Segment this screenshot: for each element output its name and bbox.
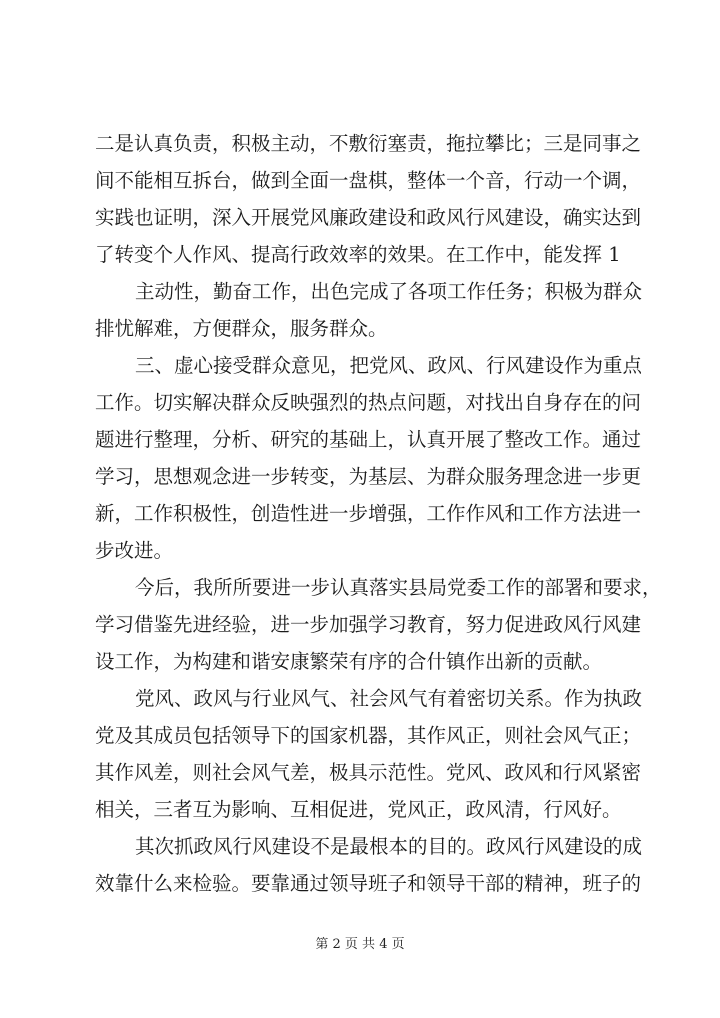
paragraph [95, 828, 643, 902]
text-line: 排忧解难，方便群众，服务群众。 [95, 317, 388, 340]
page-number: 第 2 页 共 4 页 [315, 937, 405, 952]
text-line: 二是认真负责，积极主动，不敷衍塞责，拖拉攀比；三是同事之 [95, 132, 642, 155]
text-line: 今后，我所所要进一步认真落实县局党委工作的部署和要求， [135, 576, 662, 599]
paragraph [95, 569, 662, 680]
text-line: 其作风差，则社会风气差，极具示范性。党风、政风和行风紧密 [95, 761, 642, 784]
paragraph [95, 273, 643, 347]
text-line: 间不能相互拆台，做到全面一盘棋，整体一个音，行动一个调， [95, 169, 642, 192]
text-line: 题进行整理，分析、研究的基础上，认真开展了整改工作。通过 [95, 428, 642, 451]
text-line: 实践也证明，深入开展党风廉政建设和政风行风建设，确实达到 [95, 206, 642, 229]
text-line: 三、虚心接受群众意见，把党风、政风、行风建设作为重点 [135, 354, 643, 377]
text-line: 设工作，为构建和谐安康繁荣有序的合什镇作出新的贡献。 [95, 650, 603, 673]
text-line: 相关，三者互为影响、互相促进，党风正，政风清，行风好。 [95, 798, 622, 821]
paragraph [95, 125, 642, 273]
text-line: 党及其成员包括领导下的国家机器，其作风正，则社会风气正； [95, 724, 642, 747]
text-line: 步改进。 [95, 539, 174, 562]
text-line: 党风、政风与行业风气、社会风气有着密切关系。作为执政 [135, 687, 643, 710]
text-line: 了转变个人作风、提高行政效率的效果。在工作中，能发挥 1 [95, 243, 621, 266]
text-line: 工作。切实解决群众反映强烈的热点问题，对找出自身存在的问 [95, 391, 642, 414]
text-line: 学习，思想观念进一步转变，为基层、为群众服务理念进一步更 [95, 465, 642, 488]
text-line: 学习借鉴先进经验，进一步加强学习教育，努力促进政风行风建 [95, 613, 642, 636]
paragraph [95, 347, 643, 569]
paragraph [95, 680, 643, 828]
text-line: 其次抓政风行风建设不是最根本的目的。政风行风建设的成 [135, 835, 643, 858]
text-line: 新，工作积极性，创造性进一步增强，工作作风和工作方法进一 [95, 502, 642, 525]
text-line: 效靠什么来检验。要靠通过领导班子和领导干部的精神，班子的 [95, 872, 642, 895]
document-body [95, 125, 662, 902]
text-line: 主动性，勤奋工作，出色完成了各项工作任务；积极为群众 [135, 280, 643, 303]
